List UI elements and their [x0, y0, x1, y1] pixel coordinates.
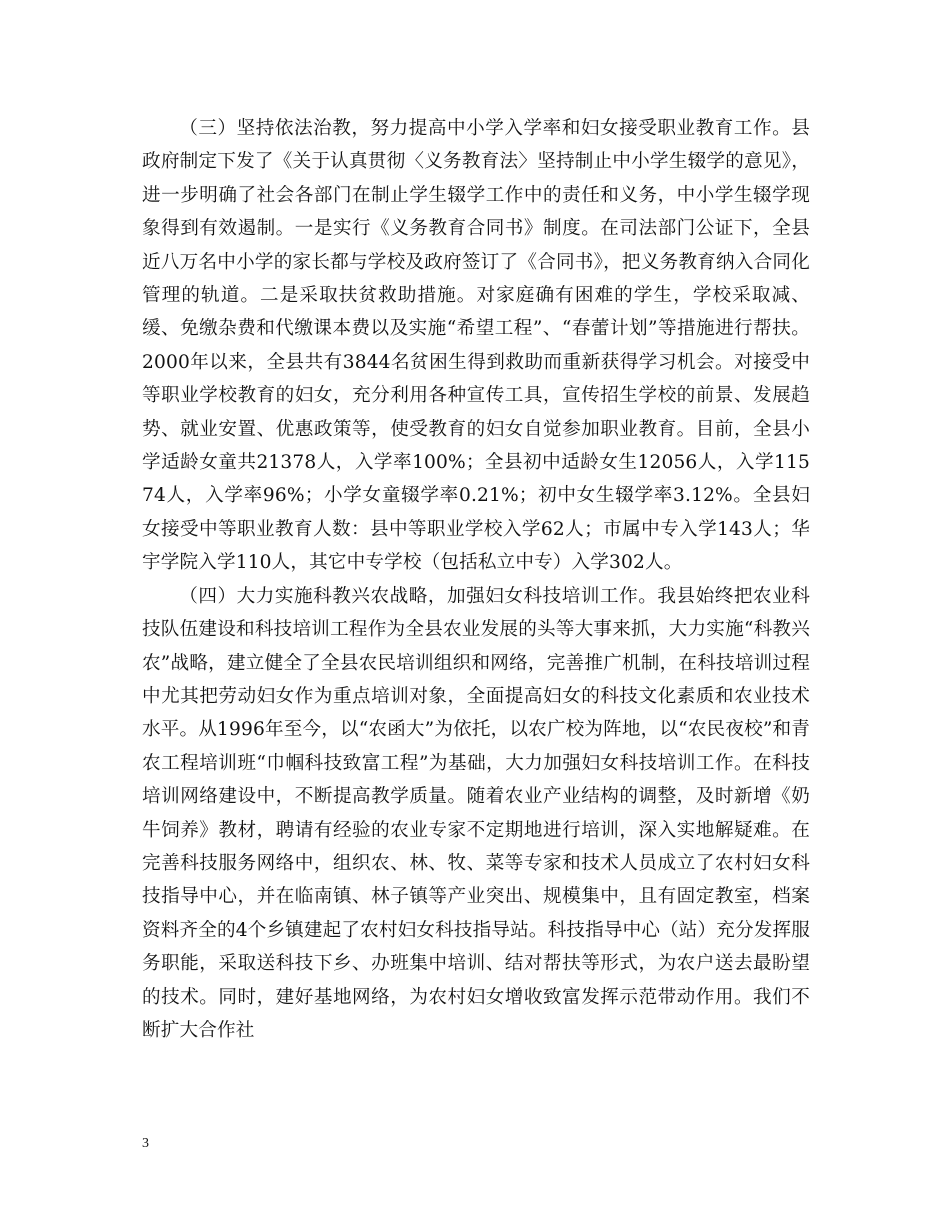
paragraph-section-three: （三）坚持依法治教，努力提高中小学入学率和妇女接受职业教育工作。县政府制定下发了《关于认真贯彻〈义务教育法〉坚持制止中小学生辍学的意见》，进一步明确了社会各部门在制止学生辍学工作中的责任和义务，中小学生辍学现象得到有效遏制。一是实行《义务教育合同书》制度。在司法部门公证下，全县近八万名中小学的家长都与学校及政府签订了《合同书》，把义务教育纳入合同化管理的轨道。二是采取扶贫救助措施。对家庭确有困难的学生，学校采取减、缓、免缴杂费和代缴课本费以及实施“希望工程”、“春蕾计划”等措施进行帮扶。2000年以来，全县共有3844名贫困生得到救助而重新获得学习机会。对接受中等职业学校教育的妇女，充分利用各种宣传工具，宣传招生学校的前景、发展趋势、就业安置、优惠政策等，使受教育的妇女自觉参加职业教育。目前，全县小学适龄女童共21378人，入学率100%；全县初中适龄女生12056人，入学11574人，入学率96%；小学女童辍学率0.21%；初中女生辍学率3.12%。全县妇女接受中等职业教育人数：县中等职业学校入学62人；市属中专入学143人；华宇学院入学110人，其它中专学校（包括私立中专）入学302人。 — [142, 118, 810, 574]
page-number: 3 — [142, 1136, 149, 1151]
document-body — [142, 112, 810, 1047]
paragraph-section-four: （四）大力实施科教兴农战略，加强妇女科技培训工作。我县始终把农业科技队伍建设和科技培训工程作为全县农业发展的头等大事来抓，大力实施“科教兴农”战略，建立健全了全县农民培训组织和网络，完善推广机制，在科技培训过程中尤其把劳动妇女作为重点培训对象，全面提高妇女的科技文化素质和农业技术水平。从1996年至今，以“农函大”为依托，以农广校为阵地，以“农民夜校”和青农工程培训班“巾帼科技致富工程”为基础，大力加强妇女科技培训工作。在科技培训网络建设中，不断提高教学质量。随着农业产业结构的调整，及时新增《奶牛饲养》教材，聘请有经验的农业专家不定期地进行培训，深入实地解疑难。在完善科技服务网络中，组织农、林、牧、菜等专家和技术人员成立了农村妇女科技指导中心，并在临南镇、林子镇等产业突出、规模集中，且有固定教室，档案资料齐全的4个乡镇建起了农村妇女科技指导站。科技指导中心（站）充分发挥服务职能，采取送科技下乡、办班集中培训、结对帮扶等形式，为农户送去最盼望的技术。同时，建好基地网络，为农村妇女增收致富发挥示范带动作用。我们不断扩大合作社 — [142, 585, 811, 1041]
